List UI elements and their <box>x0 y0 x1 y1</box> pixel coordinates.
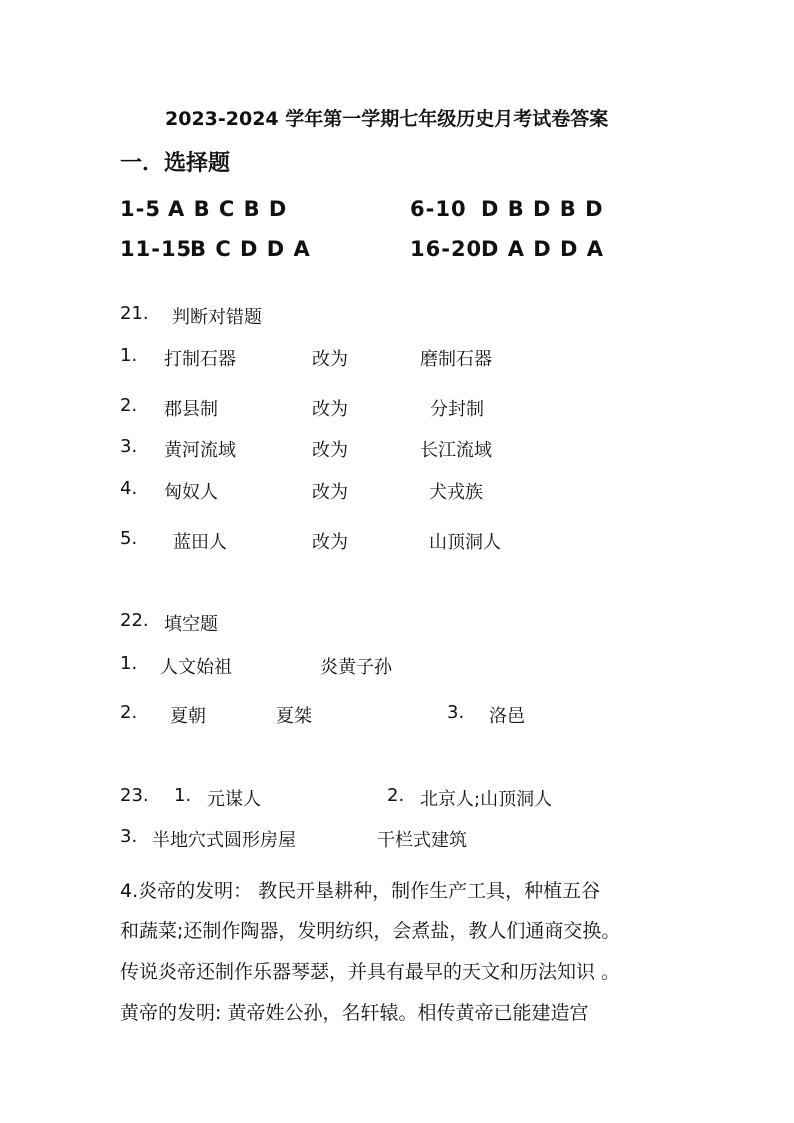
answer-range: 6-10 <box>410 197 467 221</box>
answer-range: 11-15 <box>120 237 193 261</box>
question-title: 填空题 <box>164 614 218 635</box>
fill-answer: 人文始祖 <box>160 657 232 678</box>
fill-answer: 元谋人 <box>207 789 261 810</box>
item-number: 2. <box>120 702 138 723</box>
answer-range: 1-5 <box>120 197 161 221</box>
item-number: 3. <box>447 702 465 723</box>
question-number: 22. <box>120 610 149 631</box>
paragraph-line: 和蔬菜;还制作陶器，发明纺织，会煮盐，教人们通商交换。 <box>120 920 621 942</box>
change-word: 改为 <box>312 532 348 553</box>
answer-letters: B C D D A <box>190 237 311 261</box>
change-word: 改为 <box>312 482 348 503</box>
item-number: 2. <box>387 785 405 806</box>
answer-range: 16-20 <box>410 237 483 261</box>
fill-answer: 北京人;山顶洞人 <box>420 789 553 810</box>
correct-term: 分封制 <box>430 399 484 420</box>
fill-answer: 炎黄子孙 <box>320 657 392 678</box>
item-number: 1. <box>120 345 138 366</box>
fill-answer: 干栏式建筑 <box>377 830 467 851</box>
question-number: 21. <box>120 303 149 324</box>
item-number: 3. <box>120 826 138 847</box>
section-heading: 一．选择题 <box>120 151 231 176</box>
fill-answer: 洛邑 <box>489 706 525 727</box>
question-title: 判断对错题 <box>172 307 262 328</box>
paragraph-line: 4.炎帝的发明： 教民开垦耕种，制作生产工具，种植五谷 <box>120 880 601 902</box>
answer-letters: D B D B D <box>481 197 604 221</box>
paragraph-line: 黄帝的发明: 黄帝姓公孙，名轩辕。相传黄帝已能建造宫 <box>120 1002 589 1024</box>
item-number: 2. <box>120 395 138 416</box>
item-number: 1. <box>174 785 192 806</box>
wrong-term: 蓝田人 <box>173 532 227 553</box>
fill-answer: 夏桀 <box>276 706 312 727</box>
change-word: 改为 <box>312 399 348 420</box>
change-word: 改为 <box>312 440 348 461</box>
item-number: 4. <box>120 478 138 499</box>
item-number: 3. <box>120 436 138 457</box>
change-word: 改为 <box>312 349 348 370</box>
fill-answer: 半地穴式圆形房屋 <box>152 830 296 851</box>
item-number: 5. <box>120 528 138 549</box>
fill-answer: 夏朝 <box>170 706 206 727</box>
wrong-term: 黄河流域 <box>164 440 236 461</box>
answer-letters: A B C B D <box>168 197 288 221</box>
question-number: 23. <box>120 785 149 806</box>
correct-term: 犬戎族 <box>429 482 483 503</box>
paragraph-line: 传说炎帝还制作乐器琴瑟，并具有最早的天文和历法知识 。 <box>120 961 621 983</box>
answer-letters: D A D D A <box>481 237 605 261</box>
wrong-term: 打制石器 <box>164 349 236 370</box>
item-number: 1. <box>120 653 138 674</box>
wrong-term: 匈奴人 <box>164 482 218 503</box>
correct-term: 磨制石器 <box>420 349 492 370</box>
page-title: 2023-2024 学年第一学期七年级历史月考试卷答案 <box>165 108 609 130</box>
correct-term: 长江流域 <box>420 440 492 461</box>
wrong-term: 郡县制 <box>164 399 218 420</box>
correct-term: 山顶洞人 <box>429 532 501 553</box>
